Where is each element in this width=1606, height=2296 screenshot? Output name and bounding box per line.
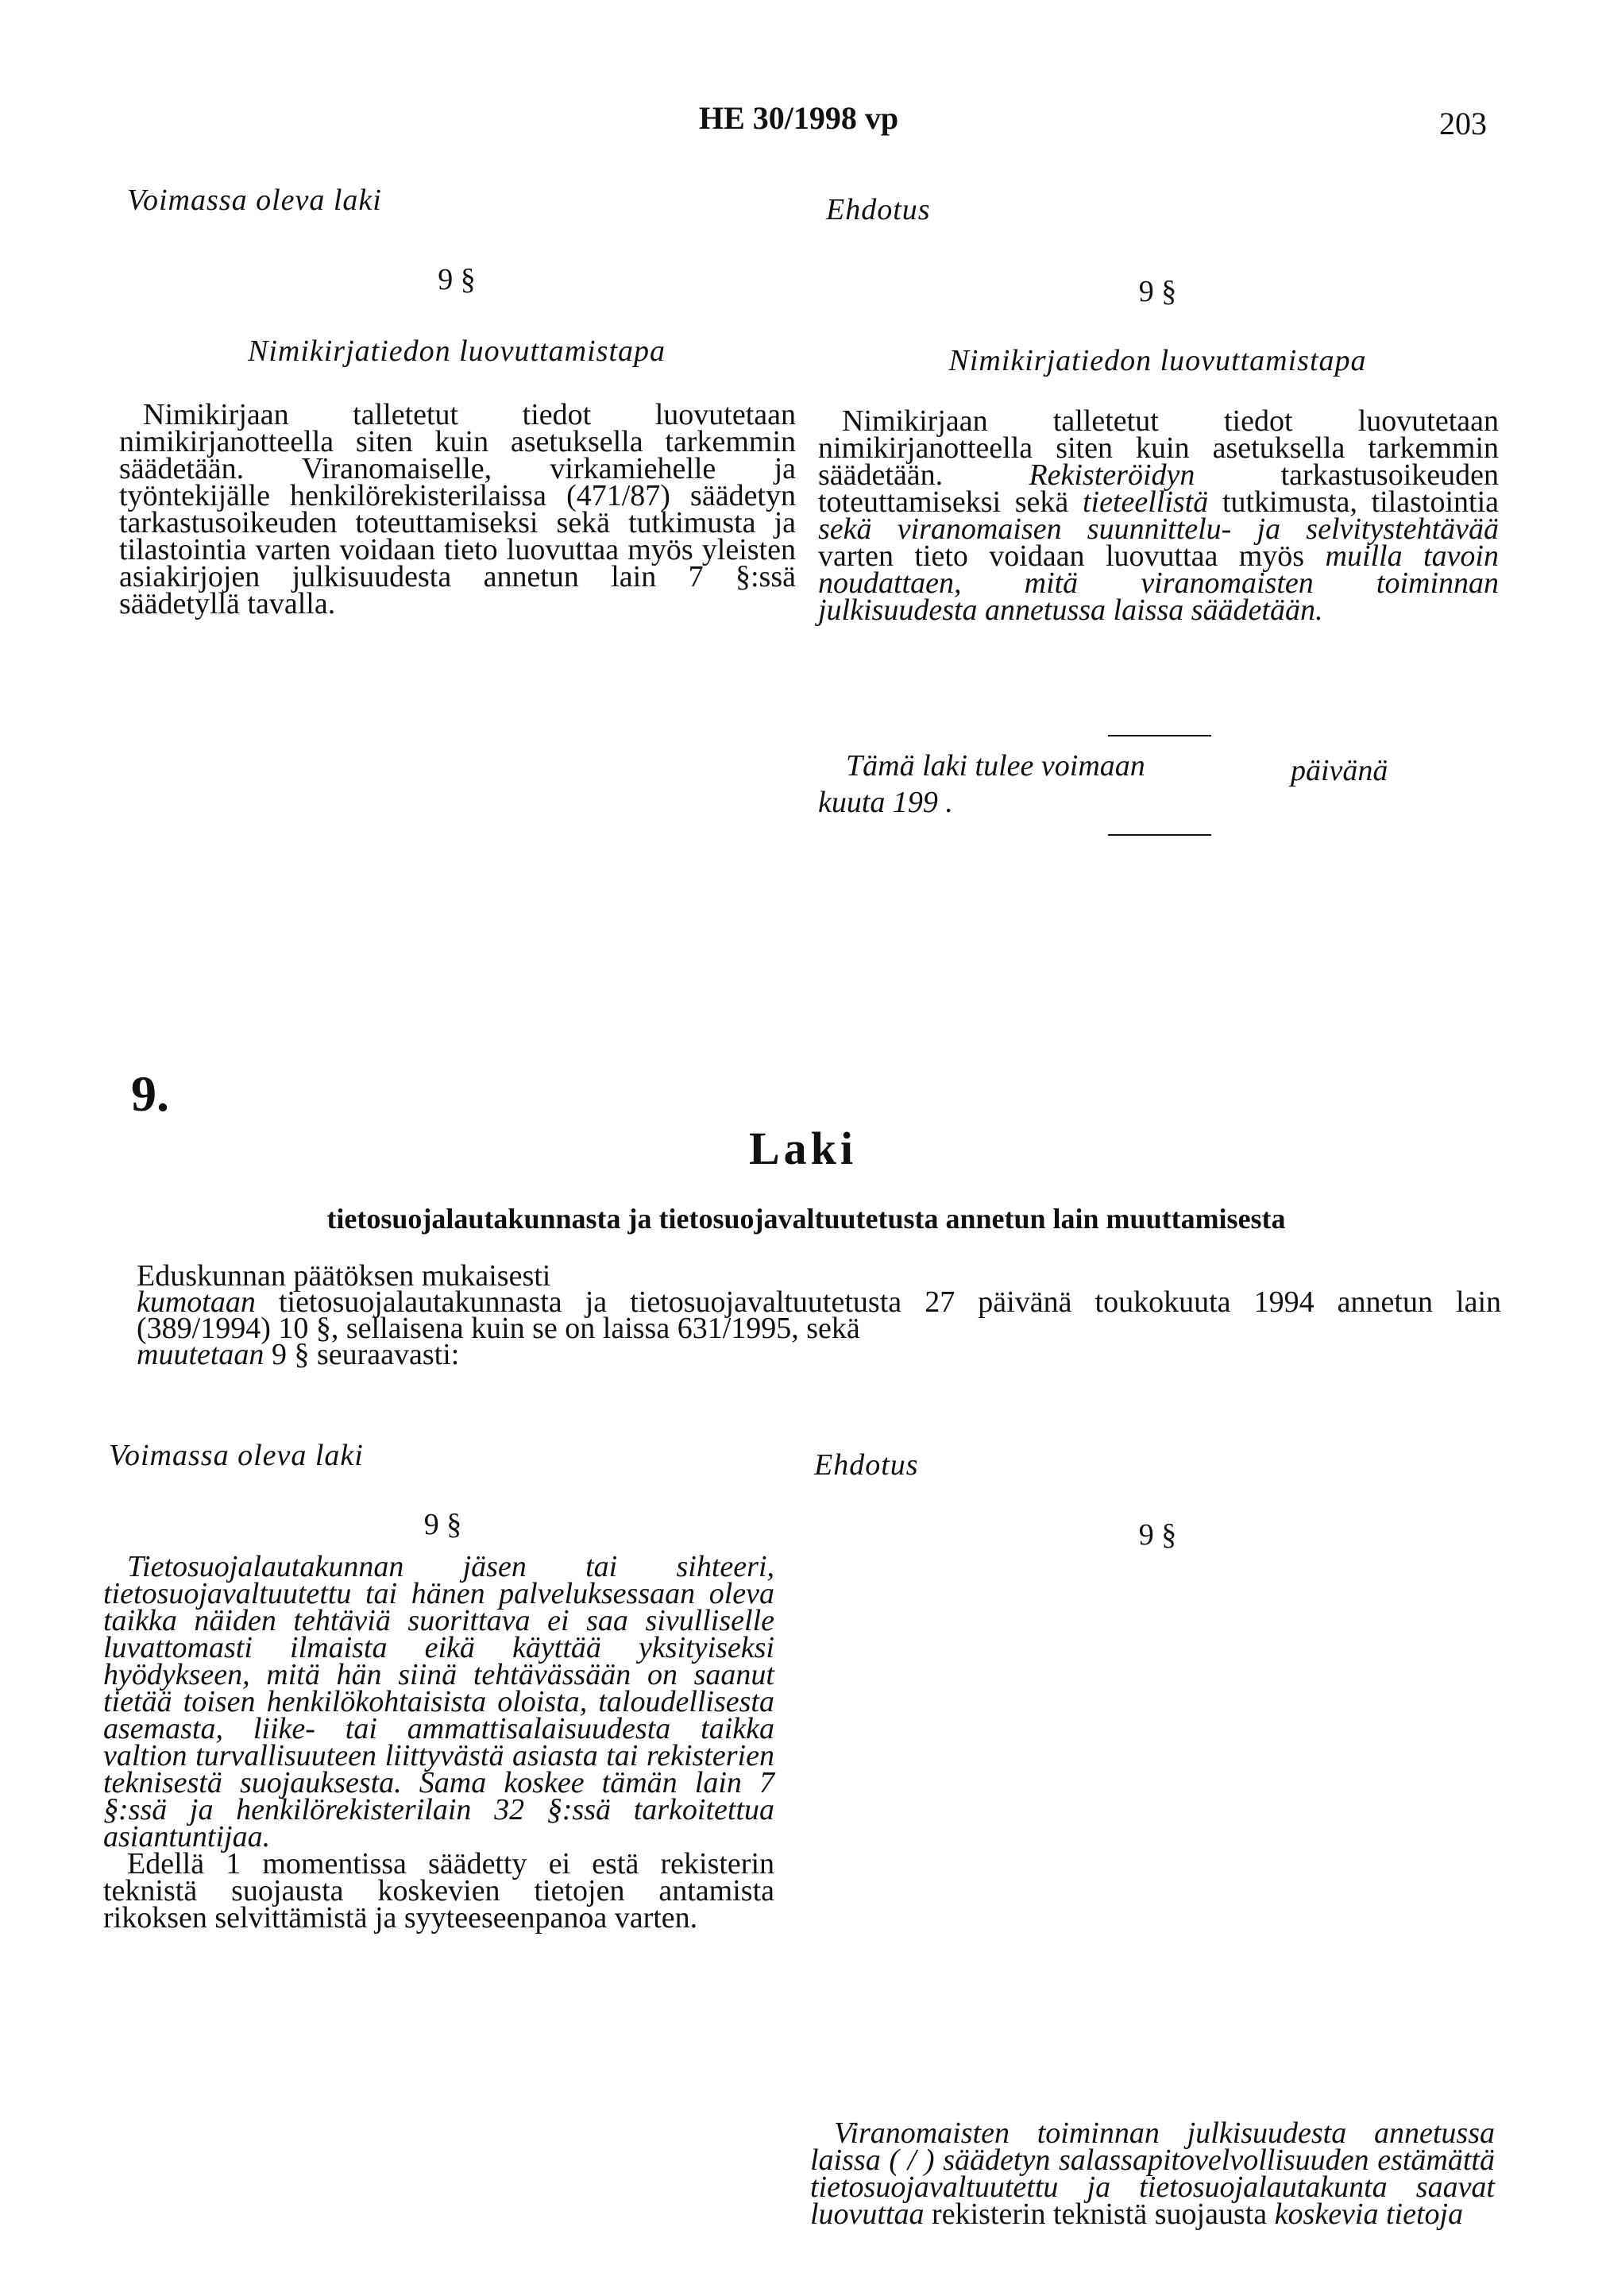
- text-run: Nimikirjaan talletetut tiedot luovutetaan nimikirjanotteella siten kuin asetuksella tarkemmin säädetään.: [818, 404, 1499, 492]
- current-law-label: Voimassa oleva laki: [109, 1439, 364, 1472]
- divider: [1108, 735, 1211, 736]
- section-number: 9 §: [438, 263, 476, 296]
- law-subtitle: tietosuojalautakunnasta ja tietosuojavaltuutetusta annetun lain muuttamisesta: [326, 1203, 1286, 1235]
- proposal-label: Ehdotus: [814, 1448, 919, 1482]
- text-run-italic: sekä viranomaisen suunnittelu- ja selvitystehtävää: [818, 512, 1499, 546]
- text-run: tarkastusoikeuden toteuttamiseksi sekä: [818, 458, 1499, 519]
- section-number: 9 §: [1138, 1518, 1177, 1552]
- current-law-text: [119, 398, 796, 620]
- text-run: 9 § seuraavasti:: [264, 1338, 460, 1371]
- paragraph: [818, 404, 1499, 627]
- text-run: rekisterin teknistä suojausta: [924, 2197, 1275, 2231]
- section-number: 9 §: [1138, 275, 1177, 308]
- entry-into-force-text: Tämä laki tulee voimaan: [846, 749, 1145, 783]
- current-law-label: Voimassa oleva laki: [127, 184, 382, 217]
- paragraph: Edellä 1 momentissa säädetty ei estä rekisterin teknistä suojausta koskevien tietojen antamista rikoksen selvittämistä ja syyteeseenpanoa varten.: [103, 1847, 774, 1935]
- text-run-italic: kumotaan: [137, 1285, 256, 1319]
- text-run-italic: tieteellistä: [1082, 485, 1209, 519]
- section-heading: Nimikirjatiedon luovuttamistapa: [247, 334, 666, 368]
- proposal-text: [810, 2116, 1495, 2231]
- proposal-text: [818, 404, 1499, 627]
- text-run: tietosuojalautakunnasta ja tietosuojavaltuutetusta 27 päivänä toukokuuta 1994 annetun lain (389/1994) 10 §, sellaisena kuin se on laissa 631/1995, sekä: [137, 1285, 1501, 1345]
- law-introduction: [111, 1259, 1501, 1371]
- text-run-italic: Viranomaisten toiminnan julkisuudesta annetussa laissa ( / ) säädetyn salassapitovelvollisuuden estämättä tietosuojavaltuutettu ja tietosuojalautakunta saavat luovuttaa: [810, 2116, 1495, 2231]
- text-run: varten tieto voidaan luovuttaa myös: [818, 539, 1326, 573]
- text-run: tutkimusta, tilastointia: [1208, 485, 1499, 519]
- current-law-text: [103, 1550, 774, 1935]
- entry-into-force-day: päivänä: [1291, 754, 1388, 787]
- section-heading: Nimikirjatiedon luovuttamistapa: [948, 344, 1367, 377]
- entry-into-force-month: kuuta 199 .: [818, 786, 953, 819]
- page-number: 203: [1439, 106, 1487, 141]
- section-number: 9 §: [423, 1508, 462, 1541]
- divider: [1108, 834, 1211, 836]
- text-run-italic: Rekisteröidyn: [1029, 458, 1195, 492]
- enacting-clause: Eduskunnan päätöksen mukaisesti: [137, 1259, 551, 1293]
- paragraph: Tietosuojalautakunnan jäsen tai sihteeri, tietosuojavaltuutettu tai hänen palveluksessaan oleva taikka näiden tehtäviä suorittava ei saa sivulliselle luvattomasti ilmaista eikä käyttää yksityiseksi hyödykseen, mitä hän siinä tehtävässään on saanut tietää toisen henkilökohtaisista oloista, taloudellisesta asemasta, liike- tai ammattisalaisuudesta taikka valtion turvallisuuteen liittyvästä asiasta tai rekisterien teknisestä suojauksesta. Sama koskee tämän lain 7 §:ssä ja henkilörekisterilain 32 §:ssä tarkoitettua asiantuntijaa.: [103, 1550, 774, 1853]
- document-header: HE 30/1998 vp: [699, 100, 899, 136]
- text-run-italic: muutetaan: [137, 1338, 264, 1371]
- repeal-clause: [111, 1285, 1501, 1345]
- text-run-italic: muilla tavoin noudattaen, mitä viranomaisten toiminnan julkisuudesta annetussa laissa säädetään.: [818, 539, 1499, 627]
- proposal-label: Ehdotus: [826, 193, 931, 226]
- amend-clause: [111, 1338, 1501, 1371]
- text-run-italic: koskevia tietoja: [1274, 2197, 1464, 2231]
- law-title: Laki: [748, 1123, 858, 1174]
- law-number: 9.: [131, 1065, 169, 1122]
- paragraph: [810, 2116, 1495, 2231]
- paragraph: Nimikirjaan talletetut tiedot luovutetaan nimikirjanotteella siten kuin asetuksella tarkemmin säädetään. Viranomaiselle, virkamiehelle ja työntekijälle henkilörekisterilaissa (471/87) säädetyn tarkastusoikeuden toteuttamiseksi sekä tutkimusta ja tilastointia varten voidaan tieto luovuttaa myös yleisten asiakirjojen julkisuudesta annetun lain 7 §:ssä säädetyllä tavalla.: [119, 398, 796, 620]
